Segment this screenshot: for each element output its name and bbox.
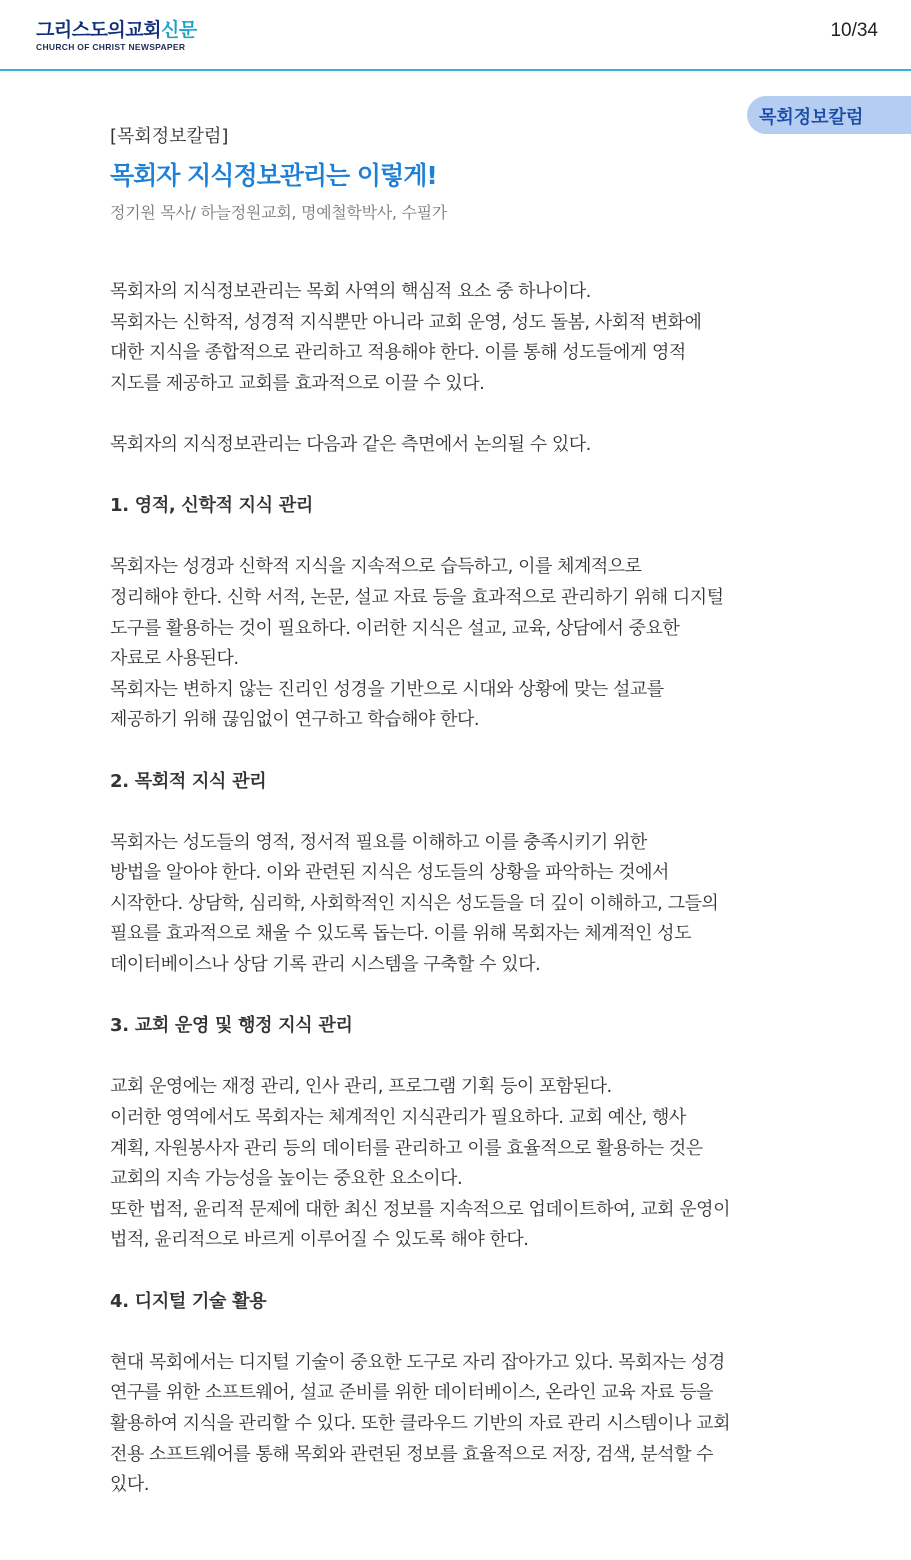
paragraph-gap	[110, 1317, 830, 1348]
paragraph-gap	[110, 522, 830, 553]
body-line: 도구를 활용하는 것이 필요하다. 이러한 지식은 설교, 교육, 상담에서 중요한	[110, 617, 680, 639]
logo-wordmark	[36, 18, 197, 42]
byline: 정기원 목사/ 하늘정원교회, 명예철학박사, 수필가	[110, 203, 447, 222]
body-line: 목회자는 변하지 않는 진리인 성경을 기반으로 시대와 상황에 맞는 설교를	[110, 678, 664, 700]
body-line: 필요를 효과적으로 채울 수 있도록 돕는다. 이를 위해 목회자는 체계적인 성도	[110, 923, 691, 945]
body-line: 대한 지식을 종합적으로 관리하고 적용해야 한다. 이를 통해 성도들에게 영적	[110, 342, 686, 364]
body-line: 있다.	[110, 1474, 149, 1496]
body-line: 계획, 자원봉사자 관리 등의 데이터를 관리하고 이를 효율적으로 활용하는 것은	[110, 1137, 703, 1159]
paragraph-gap	[110, 981, 830, 1012]
article-title: 목회자 지식정보관리는 이렇게!	[110, 161, 437, 190]
body-line: 연구를 위한 소프트웨어, 설교 준비를 위한 데이터베이스, 온라인 교육 자료 등을	[110, 1382, 714, 1404]
intro-paragraph	[110, 277, 830, 399]
body-line: 목회자는 성경과 신학적 지식을 지속적으로 습득하고, 이를 체계적으로	[110, 556, 642, 578]
section-tab	[747, 96, 911, 134]
body-line: 자료로 사용된다.	[110, 648, 239, 670]
paragraph-gap	[110, 1256, 830, 1287]
logo-wordmark-main: 그리스도의교회	[36, 19, 161, 41]
body-line: 목회자는 신학적, 성경적 지식뿐만 아니라 교회 운영, 성도 돌봄, 사회적 변화에	[110, 311, 702, 333]
body-line: 현대 목회에서는 디지털 기술이 중요한 도구로 자리 잡아가고 있다. 목회자는 성경	[110, 1351, 725, 1373]
body-line: 교회 운영에는 재정 관리, 인사 관리, 프로그램 기획 등이 포함된다.	[110, 1076, 612, 1098]
logo-subtitle: CHURCH OF CHRIST NEWSPAPER	[36, 42, 186, 52]
body-line: 시작한다. 상담학, 심리학, 사회학적인 지식은 성도들을 더 깊이 이해하고, 그들의	[110, 892, 719, 914]
body-line: 또한 법적, 윤리적 문제에 대한 최신 정보를 지속적으로 업데이트하여, 교회 운영이	[110, 1198, 730, 1220]
newspaper-logo	[36, 18, 197, 52]
section-heading: 2. 목회적 지식 관리	[110, 770, 267, 792]
body-line: 교회의 지속 가능성을 높이는 중요한 요소이다.	[110, 1168, 463, 1190]
body-line: 목회자의 지식정보관리는 목회 사역의 핵심적 요소 중 하나이다.	[110, 281, 591, 302]
paragraph-gap	[110, 797, 830, 828]
body-line: 정리해야 한다. 신학 서적, 논문, 설교 자료 등을 효과적으로 관리하기 위해 디지털	[110, 586, 724, 608]
section-2	[110, 767, 830, 981]
article-body	[110, 277, 830, 1501]
body-line: 데이터베이스나 상담 기록 관리 시스템을 구축할 수 있다.	[110, 954, 541, 976]
section-heading: 1. 영적, 신학적 지식 관리	[110, 495, 313, 517]
section-4	[110, 1287, 830, 1501]
section-heading: 4. 디지털 기술 활용	[110, 1290, 267, 1312]
paragraph-gap	[110, 736, 830, 767]
page-header	[0, 0, 911, 71]
body-line: 지도를 제공하고 교회를 효과적으로 이끌 수 있다.	[110, 372, 485, 394]
logo-wordmark-accent: 신문	[160, 19, 197, 41]
paragraph-gap	[110, 399, 830, 430]
body-line: 활용하여 지식을 관리할 수 있다. 또한 클라우드 기반의 자료 관리 시스템이나 교회	[110, 1412, 730, 1434]
body-line: 제공하기 위해 끊임없이 연구하고 학습해야 한다.	[110, 709, 480, 731]
section-heading: 3. 교회 운영 및 행정 지식 관리	[110, 1015, 353, 1037]
paragraph-gap	[110, 461, 830, 492]
body-line: 전용 소프트웨어를 통해 목회와 관련된 정보를 효율적으로 저장, 검색, 분석할 수	[110, 1443, 714, 1465]
page-number: 10/34	[830, 20, 878, 41]
body-line: 법적, 윤리적으로 바르게 이루어질 수 있도록 해야 한다.	[110, 1229, 529, 1251]
section-tab-label: 목회정보칼럼	[759, 107, 864, 128]
lead-sentence: 목회자의 지식정보관리는 다음과 같은 측면에서 논의될 수 있다.	[110, 433, 591, 455]
body-line: 방법을 알아야 한다. 이와 관련된 지식은 성도들의 상황을 파악하는 것에서	[110, 862, 669, 884]
body-line: 목회자는 성도들의 영적, 정서적 필요를 이해하고 이를 충족시키기 위한	[110, 831, 647, 853]
section-3	[110, 1011, 830, 1256]
section-1	[110, 491, 830, 736]
body-line: 이러한 영역에서도 목회자는 체계적인 지식관리가 필요하다. 교회 예산, 행사	[110, 1107, 686, 1129]
column-tag: [목회정보칼럼]	[110, 126, 229, 147]
paragraph-gap	[110, 1042, 830, 1073]
